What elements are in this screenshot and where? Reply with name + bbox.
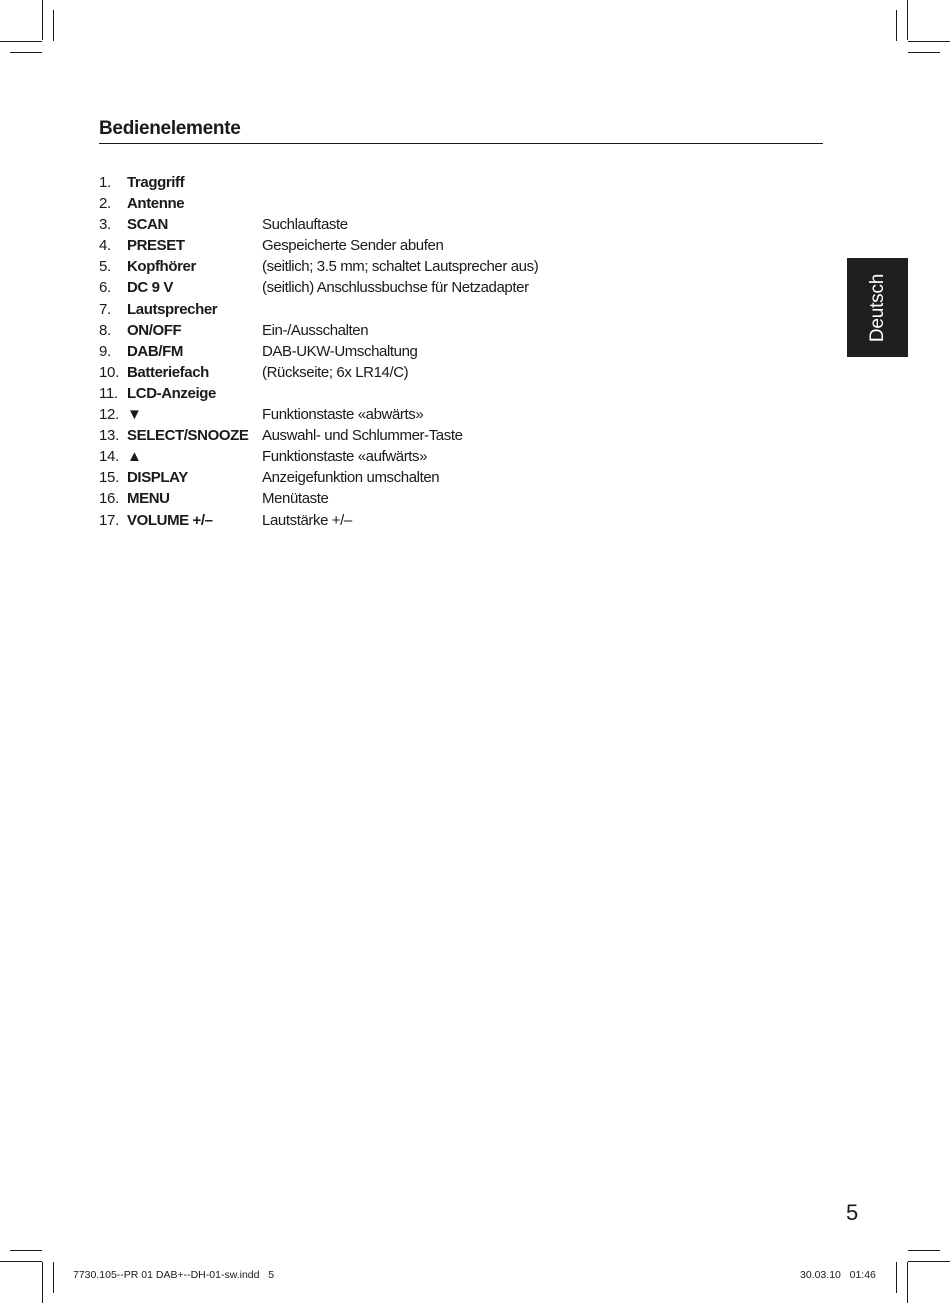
list-item xyxy=(99,299,799,320)
item-number: 8. xyxy=(99,321,111,339)
crop-mark-bottom-right-vertical-2 xyxy=(907,1262,908,1303)
item-name: Batteriefach xyxy=(127,363,209,381)
crop-mark-top-right-vertical-2 xyxy=(907,0,908,40)
item-number: 10. xyxy=(99,363,119,381)
crop-mark-top-right-horizontal-1 xyxy=(908,41,950,42)
crop-mark-top-left-vertical-2 xyxy=(53,10,54,41)
item-name: DC 9 V xyxy=(127,279,173,297)
crop-mark-bottom-left-horizontal-1 xyxy=(10,1250,42,1251)
item-description: Funktionstaste «aufwärts» xyxy=(262,448,428,466)
up-arrow-icon: ▲ xyxy=(127,448,142,466)
item-number: 14. xyxy=(99,448,119,466)
item-number: 7. xyxy=(99,300,111,318)
item-number: 15. xyxy=(99,469,119,487)
crop-mark-top-right-horizontal-2 xyxy=(908,52,940,53)
item-name: Antenne xyxy=(127,195,185,213)
crop-mark-top-left-horizontal-1 xyxy=(0,41,42,42)
list-item xyxy=(99,193,799,214)
item-number: 12. xyxy=(99,406,119,424)
item-number: 4. xyxy=(99,237,111,255)
item-number: 17. xyxy=(99,511,119,529)
item-description: Suchlauftaste xyxy=(262,216,348,234)
list-item xyxy=(99,214,799,235)
list-item xyxy=(99,383,799,404)
item-number: 5. xyxy=(99,258,111,276)
item-name: MENU xyxy=(127,490,170,508)
list-item xyxy=(99,256,799,277)
list-item xyxy=(99,488,799,509)
section-heading xyxy=(99,117,823,144)
item-name: DISPLAY xyxy=(127,469,188,487)
list-item xyxy=(99,510,799,531)
crop-mark-bottom-right-vertical-1 xyxy=(896,1262,897,1293)
item-name: SELECT/SNOOZE xyxy=(127,427,249,445)
item-name: SCAN xyxy=(127,216,168,234)
list-item xyxy=(99,404,799,425)
crop-mark-bottom-left-vertical-2 xyxy=(53,1262,54,1293)
item-name: DAB/FM xyxy=(127,342,183,360)
item-number: 9. xyxy=(99,342,111,360)
item-name: VOLUME +/– xyxy=(127,511,213,529)
item-number: 13. xyxy=(99,427,119,445)
item-number: 6. xyxy=(99,279,111,297)
crop-mark-bottom-right-horizontal-2 xyxy=(908,1261,950,1262)
item-name: PRESET xyxy=(127,237,185,255)
item-number: 11. xyxy=(99,384,118,402)
item-description: Menütaste xyxy=(262,490,329,508)
list-item xyxy=(99,425,799,446)
print-slug-filename: 7730.105--PR 01 DAB+--DH-01-sw.indd 5 xyxy=(73,1269,275,1281)
list-item xyxy=(99,341,799,362)
item-number: 1. xyxy=(99,174,111,191)
item-description: Lautstärke +/– xyxy=(262,511,352,529)
language-tab xyxy=(847,258,908,357)
item-name: Lautsprecher xyxy=(127,300,218,318)
item-description: (seitlich; 3.5 mm; schaltet Lautsprecher aus) xyxy=(262,258,539,276)
list-item xyxy=(99,277,799,298)
down-arrow-icon: ▼ xyxy=(127,406,142,424)
item-description: DAB-UKW-Umschaltung xyxy=(262,342,418,360)
page-number: 5 xyxy=(846,1200,859,1225)
crop-mark-top-right-vertical-1 xyxy=(896,10,897,41)
list-item xyxy=(99,235,799,256)
controls-list xyxy=(99,172,799,531)
item-number: 2. xyxy=(99,195,111,213)
item-description: Funktionstaste «abwärts» xyxy=(262,406,424,424)
list-item xyxy=(99,172,799,193)
language-tab-label: Deutsch xyxy=(866,273,888,342)
page-title: Bedienelemente xyxy=(99,118,241,139)
crop-mark-top-left-vertical-1 xyxy=(42,0,43,40)
crop-mark-bottom-right-horizontal-1 xyxy=(908,1250,940,1251)
item-name: Kopfhörer xyxy=(127,258,196,276)
crop-mark-bottom-left-horizontal-2 xyxy=(0,1261,42,1262)
item-number: 16. xyxy=(99,490,119,508)
item-number: 3. xyxy=(99,216,111,234)
list-item xyxy=(99,467,799,488)
crop-mark-top-left-horizontal-2 xyxy=(10,52,42,53)
item-description: (Rückseite; 6x LR14/C) xyxy=(262,363,409,381)
list-item xyxy=(99,320,799,341)
print-slug-timestamp: 30.03.10 01:46 xyxy=(800,1269,876,1281)
item-description: Anzeigefunktion umschalten xyxy=(262,469,440,487)
item-name: ON/OFF xyxy=(127,321,182,339)
list-item xyxy=(99,446,799,467)
item-name: Traggriff xyxy=(127,174,185,191)
item-description: Ein-/Ausschalten xyxy=(262,321,369,339)
item-description: (seitlich) Anschlussbuchse für Netzadapter xyxy=(262,279,529,297)
item-description: Gespeicherte Sender abufen xyxy=(262,237,444,255)
item-name: LCD-Anzeige xyxy=(127,384,216,402)
item-description: Auswahl- und Schlummer-Taste xyxy=(262,427,463,445)
crop-mark-bottom-left-vertical-1 xyxy=(42,1262,43,1303)
list-item xyxy=(99,362,799,383)
